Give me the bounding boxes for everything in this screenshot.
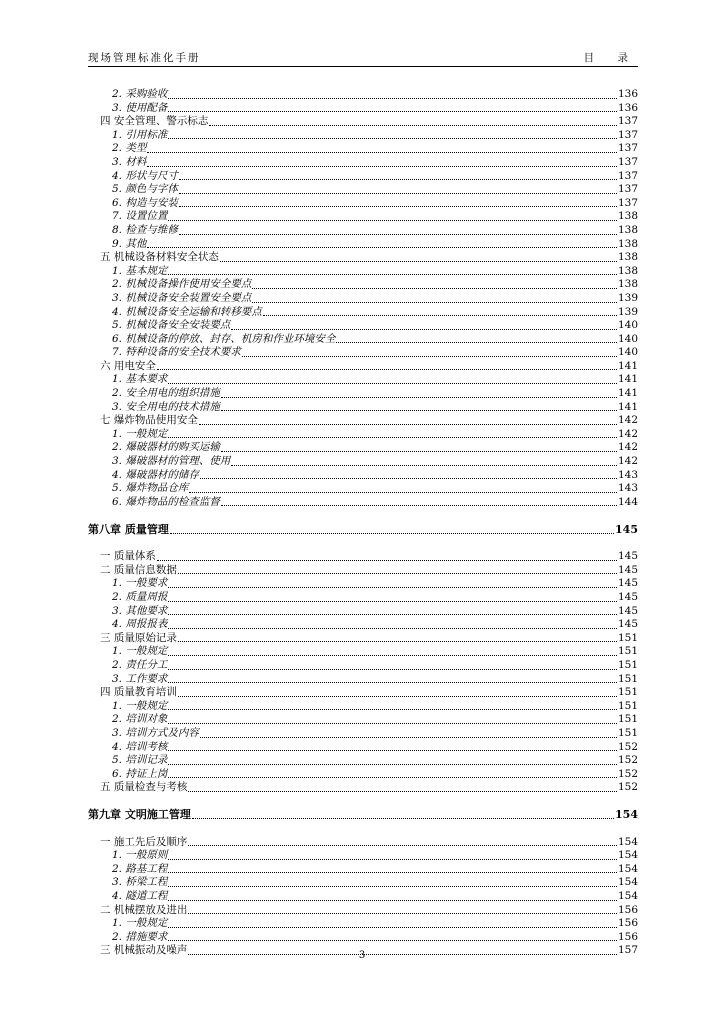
toc-entry-label: 1. 一般要求 — [112, 577, 168, 590]
toc-entry-page: 144 — [617, 495, 638, 508]
toc-entry-label: 六 用电安全 — [100, 359, 156, 372]
toc-entry-page: 142 — [617, 414, 638, 427]
toc-subsection[interactable] — [88, 768, 638, 782]
toc-subsection[interactable] — [88, 129, 638, 143]
dot-leader — [209, 125, 617, 126]
toc-subsection[interactable] — [88, 482, 638, 496]
toc-subsection[interactable] — [88, 605, 638, 619]
toc-entry-label: 2. 质量周报 — [112, 590, 168, 603]
dot-leader — [168, 98, 617, 99]
toc-entry-page: 141 — [617, 359, 638, 372]
toc-subsection[interactable] — [88, 346, 638, 360]
toc-entry-page: 141 — [617, 373, 638, 386]
dot-leader — [168, 383, 617, 384]
toc-entry-page: 142 — [617, 455, 638, 468]
dot-leader — [252, 302, 617, 303]
toc-entry-page: 138 — [617, 237, 638, 250]
dot-leader — [178, 696, 617, 697]
dot-leader — [168, 587, 617, 588]
toc-entry-page: 140 — [617, 319, 638, 332]
page-number: 3 — [358, 950, 366, 961]
toc-entry-page: 151 — [617, 713, 638, 726]
toc-entry-page: 140 — [617, 332, 638, 345]
toc-subsection[interactable] — [88, 591, 638, 605]
toc-subsection[interactable] — [88, 659, 638, 673]
toc-subsection[interactable] — [88, 292, 638, 306]
toc-spacer — [88, 822, 638, 836]
toc-entry-label: 五 机械设备材料安全状态 — [100, 251, 219, 264]
toc-subsection[interactable] — [88, 265, 638, 279]
dot-leader — [168, 669, 617, 670]
toc-subsection[interactable] — [88, 727, 638, 741]
toc-entry-page: 154 — [617, 876, 638, 889]
toc-entry-page: 145 — [617, 550, 638, 563]
toc-entry-page: 154 — [617, 849, 638, 862]
toc-entry-label: 6. 持证上岗 — [112, 767, 168, 780]
toc-entry-page: 154 — [617, 890, 638, 903]
toc-spacer — [88, 509, 638, 523]
toc-subsection[interactable] — [88, 238, 638, 252]
toc-subsection[interactable] — [88, 210, 638, 224]
toc-subsection[interactable] — [88, 890, 638, 904]
dot-leader — [199, 424, 617, 425]
toc-subsection[interactable] — [88, 278, 638, 292]
dot-leader — [178, 641, 617, 642]
toc-entry-label: 2. 采购验收 — [112, 88, 168, 100]
toc-entry-page: 157 — [617, 944, 638, 957]
toc-entry-label: 2. 类型 — [112, 142, 147, 155]
toc-entry-label: 第八章 质量管理 — [88, 523, 169, 536]
dot-leader — [168, 777, 617, 778]
toc-section[interactable] — [88, 632, 638, 646]
toc-section[interactable] — [88, 564, 638, 578]
toc-entry-page: 138 — [617, 223, 638, 236]
toc-spacer — [88, 537, 638, 551]
toc-entry-label: 三 机械振动及噪声 — [100, 944, 188, 957]
toc-subsection[interactable] — [88, 741, 638, 755]
dot-leader — [170, 533, 614, 534]
toc-entry-page: 156 — [617, 903, 638, 916]
toc-subsection[interactable] — [88, 876, 638, 890]
toc-entry-page: 151 — [617, 645, 638, 658]
toc-entry-label: 2. 安全用电的组织措施 — [112, 387, 220, 400]
toc-entry-page: 143 — [617, 482, 638, 495]
dot-leader — [168, 437, 617, 438]
toc-entry-page: 145 — [617, 577, 638, 590]
toc-subsection[interactable] — [88, 469, 638, 483]
dot-leader — [168, 111, 617, 112]
toc-subsection[interactable] — [88, 618, 638, 632]
toc-subsection[interactable] — [88, 849, 638, 863]
toc-subsection[interactable] — [88, 183, 638, 197]
toc-section[interactable] — [88, 836, 638, 850]
toc-subsection[interactable] — [88, 700, 638, 714]
dot-leader — [168, 220, 617, 221]
toc-entry-label: 一 施工先后及顺序 — [100, 835, 188, 848]
toc-entry-page: 139 — [617, 291, 638, 304]
toc-entry-label: 1. 一般规定 — [112, 699, 168, 712]
header-section: 目 录 — [583, 52, 638, 64]
toc-entry-label: 6. 爆炸物品的检查监督 — [112, 495, 220, 508]
dot-leader — [179, 193, 617, 194]
dot-leader — [242, 356, 617, 357]
toc-subsection[interactable] — [88, 441, 638, 455]
toc-entry-label: 3. 材料 — [112, 155, 147, 168]
toc-entry-label: 一 质量体系 — [100, 550, 156, 563]
toc-entry-page: 154 — [617, 862, 638, 875]
toc-entry-page: 138 — [617, 264, 638, 277]
toc-entry-page: 152 — [617, 740, 638, 753]
toc-entry-page: 156 — [617, 917, 638, 930]
toc-section[interactable] — [88, 904, 638, 918]
toc-entry-page: 151 — [617, 686, 638, 699]
toc-entry-label: 四 质量教育培训 — [100, 686, 177, 699]
toc-entry-label: 2. 路基工程 — [112, 862, 168, 875]
toc-entry-label: 2. 责任分工 — [112, 658, 168, 671]
dot-leader — [221, 397, 617, 398]
dot-leader — [157, 560, 617, 561]
dot-leader — [252, 288, 617, 289]
toc-entry-label: 5. 培训记录 — [112, 754, 168, 767]
toc-entry-label: 4. 爆破器材的储存 — [112, 468, 199, 481]
toc-entry-label: 7. 设置位置 — [112, 210, 168, 223]
toc-entry-page: 142 — [617, 427, 638, 440]
toc-entry-label: 6. 机械设备的停放、封存、机房和作业环境安全 — [112, 332, 336, 345]
toc-entry-label: 三 质量原始记录 — [100, 631, 177, 644]
toc-entry-label: 1. 一般规定 — [112, 917, 168, 930]
toc-subsection[interactable] — [88, 333, 638, 347]
toc-entry-page: 137 — [617, 196, 638, 209]
toc-subsection[interactable] — [88, 170, 638, 184]
dot-leader — [200, 478, 617, 479]
toc-entry-label: 七 爆炸物品使用安全 — [100, 414, 198, 427]
toc-entry-page: 137 — [617, 142, 638, 155]
toc-subsection[interactable] — [88, 754, 638, 768]
toc-entry-page: 151 — [617, 672, 638, 685]
toc-entry-page: 152 — [617, 767, 638, 780]
toc-entry-page: 151 — [617, 726, 638, 739]
toc-entry-page: 145 — [617, 618, 638, 631]
dot-leader — [168, 859, 617, 860]
dot-leader — [168, 886, 617, 887]
toc-section[interactable] — [88, 781, 638, 795]
toc-entry-label: 第九章 文明施工管理 — [88, 808, 191, 822]
toc-entry-label: 4. 培训考核 — [112, 740, 168, 753]
toc-entry-page: 140 — [617, 346, 638, 359]
toc-entry-page: 142 — [617, 441, 638, 454]
toc-entry-label: 2. 爆破器材的购买运输 — [112, 441, 220, 454]
toc-subsection[interactable] — [88, 401, 638, 415]
toc-entry-page: 141 — [617, 400, 638, 413]
dot-leader — [168, 723, 617, 724]
toc-entry-label: 1. 一般规定 — [112, 645, 168, 658]
toc-spacer — [88, 795, 638, 809]
dot-leader — [157, 369, 617, 370]
toc-entry-page: 156 — [617, 930, 638, 943]
toc-subsection[interactable] — [88, 863, 638, 877]
header-title: 现场管理标准化手册 — [88, 52, 201, 64]
toc-entry-label: 1. 基本规定 — [112, 264, 168, 277]
toc-entry-page: 152 — [617, 754, 638, 767]
toc-entry-label: 1. 引用标准 — [112, 128, 168, 141]
dot-leader — [200, 737, 617, 738]
dot-leader — [231, 329, 617, 330]
toc-entry-page: 136 — [617, 101, 638, 114]
toc-subsection[interactable] — [88, 931, 638, 945]
toc-section[interactable] — [88, 414, 638, 428]
dot-leader — [188, 845, 617, 846]
toc-entry-label: 9. 其他 — [112, 237, 147, 250]
toc-subsection[interactable] — [88, 387, 638, 401]
toc-subsection[interactable] — [88, 373, 638, 387]
dot-leader — [147, 166, 617, 167]
toc-entry-page: 141 — [617, 387, 638, 400]
toc-entry-label: 二 质量信息数据 — [100, 563, 177, 576]
toc-entry-label: 3. 爆破器材的管理、使用 — [112, 455, 231, 468]
toc-entry-label: 4. 机械设备安全运输和转移要点 — [112, 305, 262, 318]
dot-leader — [168, 628, 617, 629]
toc-entry-label: 2. 措施要求 — [112, 930, 168, 943]
dot-leader — [168, 274, 617, 275]
dot-leader — [168, 138, 617, 139]
toc-entry-page: 138 — [617, 210, 638, 223]
toc-subsection[interactable] — [88, 102, 638, 116]
toc-entry-label: 四 安全管理、警示标志 — [100, 115, 209, 128]
toc-entry-page: 151 — [617, 631, 638, 644]
toc-entry-label: 4. 周报报表 — [112, 618, 168, 631]
dot-leader — [147, 247, 617, 248]
toc-entry-page: 154 — [617, 835, 638, 848]
toc-entry-label: 3. 工作要求 — [112, 672, 168, 685]
dot-leader — [221, 451, 617, 452]
dot-leader — [168, 655, 617, 656]
toc-subsection[interactable] — [88, 197, 638, 211]
dot-leader — [168, 682, 617, 683]
toc-subsection[interactable] — [88, 428, 638, 442]
dot-leader — [188, 913, 617, 914]
toc-subsection[interactable] — [88, 917, 638, 931]
toc-entry-label: 二 机械摆放及进出 — [100, 903, 188, 916]
toc-entry-page: 145 — [617, 590, 638, 603]
toc-entry-page: 145 — [617, 604, 638, 617]
toc-entry-label: 3. 机械设备安全装置安全要点 — [112, 291, 252, 304]
toc-entry-page: 137 — [617, 128, 638, 141]
toc-entry-label: 3. 桥梁工程 — [112, 876, 168, 889]
toc-entry-page: 137 — [617, 183, 638, 196]
toc-subsection[interactable] — [88, 496, 638, 510]
dot-leader — [188, 791, 617, 792]
toc-entry-page: 151 — [617, 658, 638, 671]
dot-leader — [189, 492, 617, 493]
toc-entry-label: 5. 机械设备安全安装要点 — [112, 319, 231, 332]
toc-entry-label: 3. 其他要求 — [112, 604, 168, 617]
dot-leader — [221, 410, 617, 411]
toc-entry-page: 138 — [617, 251, 638, 264]
header-rule — [88, 66, 638, 67]
toc-subsection[interactable] — [88, 88, 638, 102]
toc-section[interactable] — [88, 251, 638, 265]
dot-leader — [178, 573, 617, 574]
toc-entry-label: 5. 爆炸物品仓库 — [112, 482, 189, 495]
dot-leader — [179, 179, 617, 180]
toc-entry-label: 五 质量检查与考核 — [100, 781, 188, 794]
toc-entry-label: 7. 特种设备的安全技术要求 — [112, 346, 241, 359]
toc-entry-page: 136 — [617, 88, 638, 100]
toc-subsection[interactable] — [88, 577, 638, 591]
toc-entry-page: 137 — [617, 115, 638, 128]
toc-entry-label: 4. 形状与尺寸 — [112, 169, 178, 182]
toc-entry-page: 145 — [615, 523, 638, 536]
toc-subsection[interactable] — [88, 156, 638, 170]
toc-section[interactable] — [88, 360, 638, 374]
toc-chapter[interactable] — [88, 808, 638, 822]
dot-leader — [168, 940, 617, 941]
toc-subsection[interactable] — [88, 713, 638, 727]
dot-leader — [168, 872, 617, 873]
dot-leader — [231, 465, 617, 466]
toc-subsection[interactable] — [88, 645, 638, 659]
dot-leader — [168, 614, 617, 615]
toc-entry-page: 137 — [617, 155, 638, 168]
dot-leader — [168, 927, 617, 928]
toc-entry-page: 143 — [617, 468, 638, 481]
dot-leader — [336, 342, 617, 343]
page-header — [88, 50, 638, 66]
toc-entry-label: 1. 一般原则 — [112, 849, 168, 862]
dot-leader — [179, 206, 617, 207]
toc-subsection[interactable] — [88, 224, 638, 238]
dot-leader — [147, 152, 617, 153]
toc-entry-label: 1. 基本要求 — [112, 373, 168, 386]
toc-subsection[interactable] — [88, 673, 638, 687]
dot-leader — [220, 261, 617, 262]
toc-entry-page: 151 — [617, 699, 638, 712]
toc-entry-label: 4. 隧道工程 — [112, 890, 168, 903]
toc-entry-label: 5. 颜色与字体 — [112, 183, 178, 196]
toc-entry-label: 8. 检查与维修 — [112, 223, 178, 236]
dot-leader — [192, 818, 614, 819]
toc-entry-label: 6. 构造与安装 — [112, 196, 178, 209]
toc-section[interactable] — [88, 550, 638, 564]
toc-entry-label: 3. 培训方式及内容 — [112, 726, 199, 739]
toc-entry-label: 3. 安全用电的技术措施 — [112, 400, 220, 413]
toc-entry-page: 154 — [615, 808, 638, 822]
table-of-contents — [88, 88, 638, 958]
toc-entry-page: 139 — [617, 305, 638, 318]
toc-entry-page: 138 — [617, 278, 638, 291]
toc-entry-label: 2. 机械设备操作使用安全要点 — [112, 278, 252, 291]
toc-entry-page: 152 — [617, 781, 638, 794]
dot-leader — [179, 234, 617, 235]
toc-chapter[interactable] — [88, 523, 638, 537]
toc-subsection[interactable] — [88, 319, 638, 333]
toc-section[interactable] — [88, 686, 638, 700]
dot-leader — [168, 900, 617, 901]
toc-section[interactable] — [88, 115, 638, 129]
dot-leader — [168, 601, 617, 602]
toc-subsection[interactable] — [88, 306, 638, 320]
toc-entry-page: 145 — [617, 563, 638, 576]
toc-subsection[interactable] — [88, 455, 638, 469]
dot-leader — [168, 750, 617, 751]
toc-entry-page: 137 — [617, 169, 638, 182]
dot-leader — [221, 505, 617, 506]
toc-entry-label: 2. 培训对象 — [112, 713, 168, 726]
toc-entry-label: 3. 使用配备 — [112, 101, 168, 114]
dot-leader — [263, 315, 617, 316]
dot-leader — [168, 764, 617, 765]
dot-leader — [168, 709, 617, 710]
toc-subsection[interactable] — [88, 142, 638, 156]
toc-entry-label: 1. 一般规定 — [112, 427, 168, 440]
